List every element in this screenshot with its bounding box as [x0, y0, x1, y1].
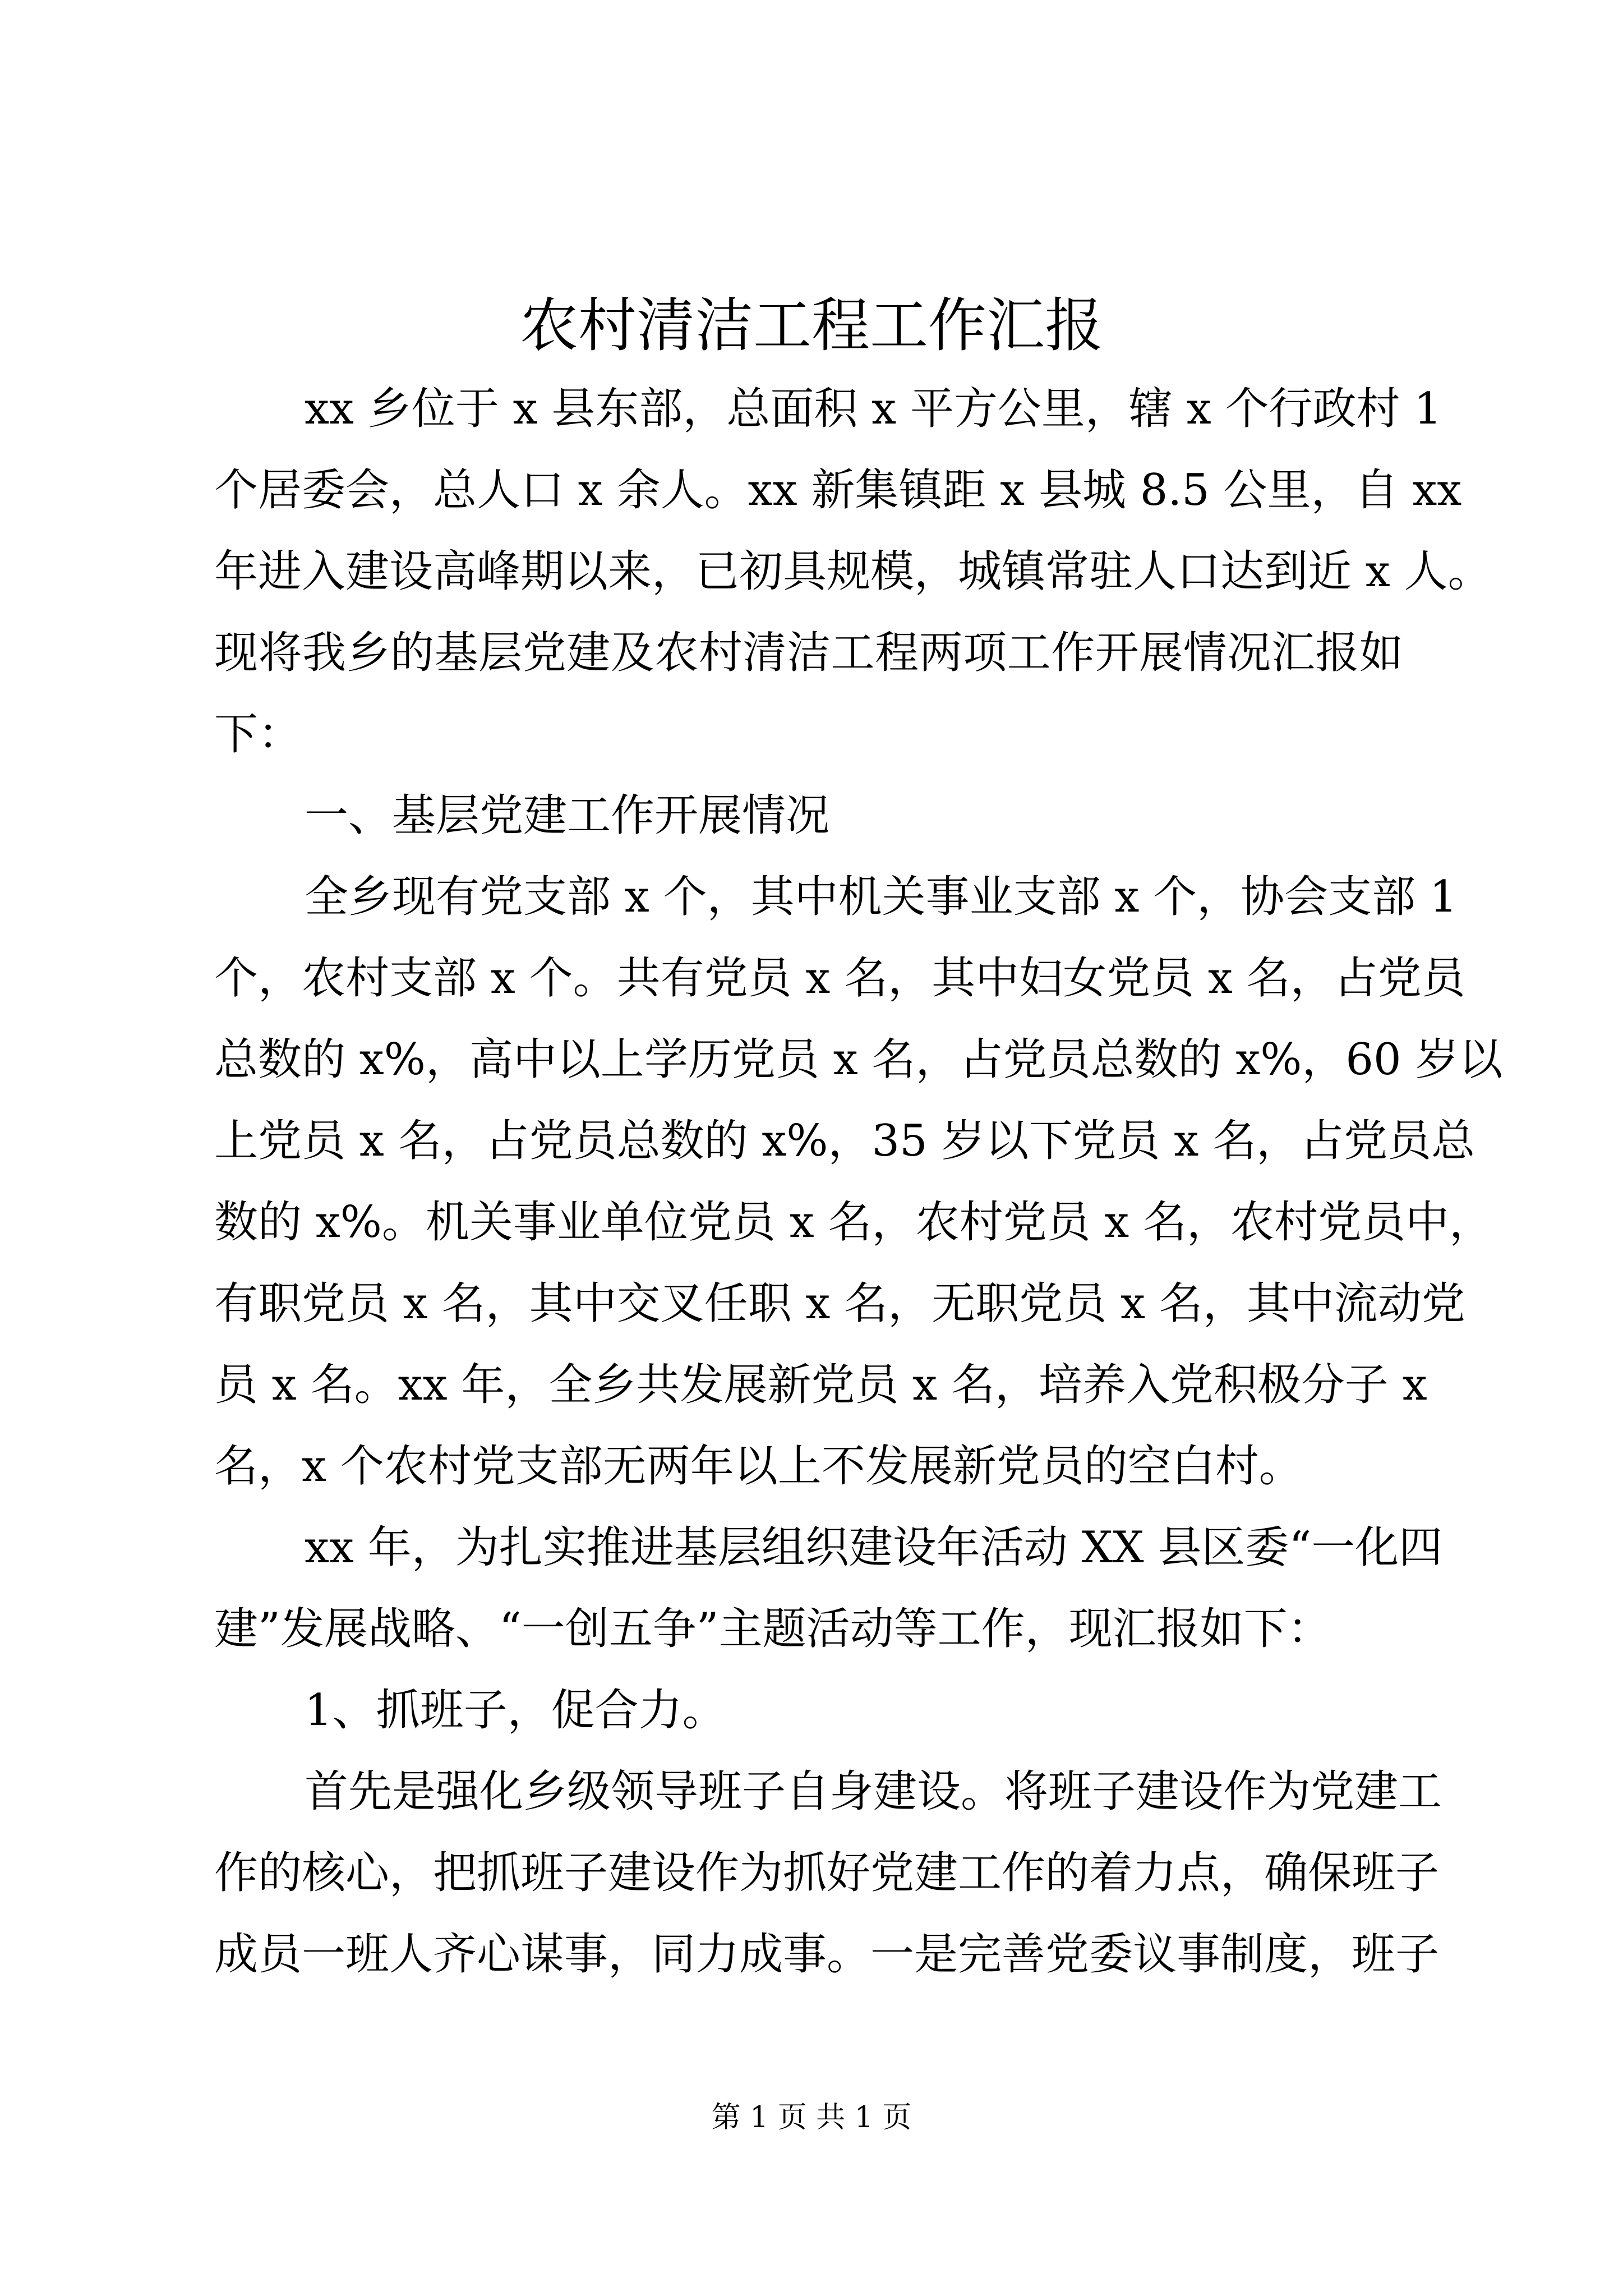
text-line: 上党员 x 名，占党员总数的 x%，35 岁以下党员 x 名，占党员总: [214, 1116, 1476, 1166]
text-line: 建”发展战略、“一创五争”主题活动等工作，现汇报如下：: [214, 1604, 1331, 1654]
document-body: [214, 369, 1503, 1995]
text-line: 下：: [214, 709, 302, 760]
text-line: 年进入建设高峰期以来，已初具规模，城镇常驻人口达到近 x 人。: [214, 546, 1492, 597]
text-line: 现将我乡的基层党建及农村清洁工程两项工作开展情况汇报如: [214, 628, 1403, 678]
text-line: 作的核心，把抓班子建设作为抓好党建工作的着力点，确保班子: [214, 1848, 1440, 1898]
text-line: 有职党员 x 名，其中交叉任职 x 名，无职党员 x 名，其中流动党: [214, 1278, 1465, 1329]
heading-text: 一、基层党建工作开展情况: [305, 790, 830, 841]
text-line: 员 x 名。xx 年，全乡共发展新党员 x 名，培养入党积极分子 x: [214, 1360, 1427, 1410]
text-line: xx 年，为扎实推进基层组织建设年活动 XX 县区委“一化四: [305, 1522, 1443, 1573]
text-line: 数的 x%。机关事业单位党员 x 名，农村党员 x 名，农村党员中，: [214, 1197, 1493, 1248]
paragraph-activities: [214, 1507, 1443, 1670]
text-line: 总数的 x%，高中以上学历党员 x 名，占党员总数的 x%，60 岁以: [214, 1034, 1503, 1085]
heading-text: 1、抓班子，促合力。: [305, 1685, 726, 1736]
text-line: xx 乡位于 x 县东部，总面积 x 平方公里，辖 x 个行政村 1: [305, 384, 1442, 434]
text-line: 全乡现有党支部 x 个，其中机关事业支部 x 个，协会支部 1: [305, 872, 1458, 922]
document-title: 农村清洁工程工作汇报: [519, 291, 1103, 360]
paragraph-party-members: [214, 857, 1503, 1507]
subsection-heading: [214, 1670, 1403, 1751]
section-heading: [214, 775, 1403, 857]
text-line: 首先是强化乡级领导班子自身建设。将班子建设作为党建工: [305, 1766, 1442, 1817]
text-line: 名，x 个农村党支部无两年以上不发展新党员的空白村。: [214, 1441, 1303, 1492]
text-line: 个居委会，总人口 x 余人。xx 新集镇距 x 县城 8.5 公里，自 xx: [214, 465, 1462, 516]
paragraph-intro: [214, 369, 1492, 775]
page-footer: 第 1 页 共 1 页: [711, 2101, 912, 2134]
text-line: 成员一班人齐心谋事，同力成事。一是完善党委议事制度，班子: [214, 1929, 1440, 1980]
text-line: 个，农村支部 x 个。共有党员 x 名，其中妇女党员 x 名，占党员: [214, 953, 1465, 1004]
paragraph-leadership: [214, 1751, 1442, 1995]
